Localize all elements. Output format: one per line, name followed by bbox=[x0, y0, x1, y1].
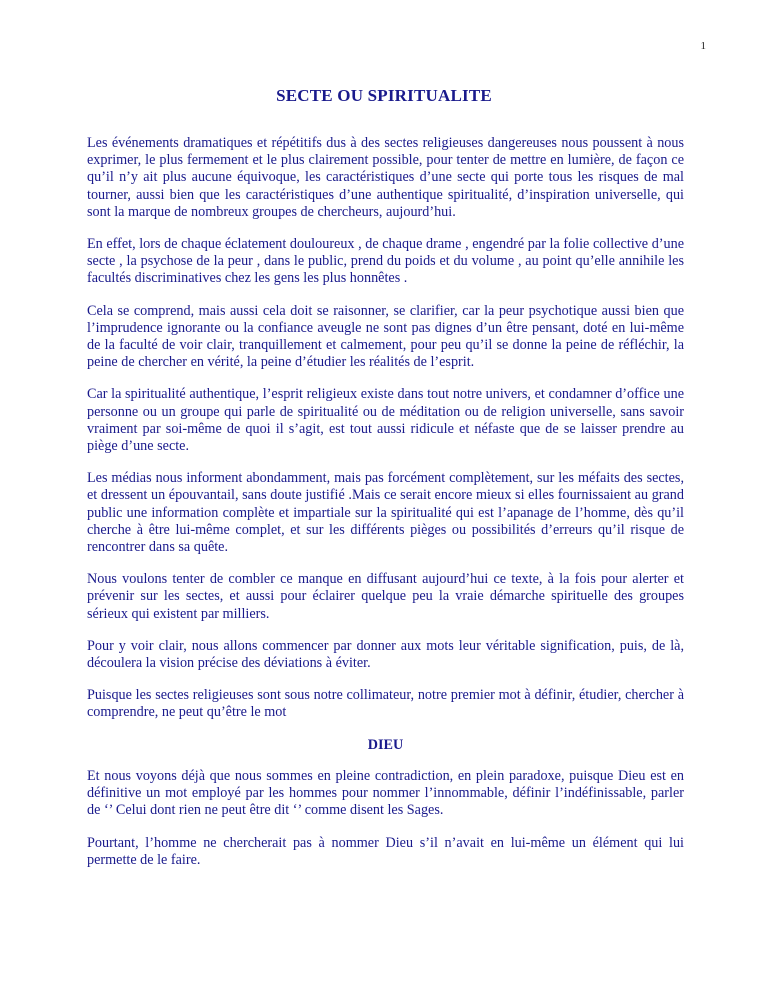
paragraph-9: Et nous voyons déjà que nous sommes en pleine contradiction, en plein paradoxe, puisque Dieu est en définitive un mot employé par les hommes pour nommer l’innommable, définir l’indéfinissable, parler de ‘’ Celui dont rien ne peut être dit ‘’ comme disent les Sages. bbox=[87, 767, 684, 819]
paragraph-5: Les médias nous informent abondamment, mais pas forcément complètement, sur les méfaits des sectes, et dressent un épouvantail, sans doute justifié .Mais ce serait encore mieux si elles fournissaient au grand public une information complète et impartiale sur la spiritualité qui est l’apanage de l’homme, dès qu’il cherche à être lui-même complet, et sur les différents pièges ou possibilités d’erreurs qu’il risque de rencontrer dans sa quête. bbox=[87, 470, 684, 556]
document-body bbox=[87, 135, 684, 884]
paragraph-4: Car la spiritualité authentique, l’esprit religieux existe dans tout notre univers, et condamner d’office une personne ou un groupe qui parle de spiritualité ou de méditation ou de religion universelle, sans savoir vraiment par soi-même de quoi il s’agit, est tout aussi ridicule et néfaste que de se laisser prendre au piège d’une secte. bbox=[87, 386, 684, 455]
document-title: SECTE OU SPIRITUALITE bbox=[276, 86, 492, 105]
section-heading: DIEU bbox=[367, 736, 404, 753]
paragraph-8: Puisque les sectes religieuses sont sous notre collimateur, notre premier mot à définir, étudier, chercher à comprendre, ne peut qu’être le mot bbox=[87, 687, 684, 721]
paragraph-7: Pour y voir clair, nous allons commencer par donner aux mots leur véritable signification, puis, de là, découlera la vision précise des déviations à éviter. bbox=[87, 637, 684, 672]
paragraph-10: Pourtant, l’homme ne chercherait pas à nommer Dieu s’il n’avait en lui-même un élément qui lui permette de le faire. bbox=[87, 834, 684, 868]
page-number: 1 bbox=[700, 40, 706, 52]
paragraph-6: Nous voulons tenter de combler ce manque en diffusant aujourd’hui ce texte, à la fois pour alerter et prévenir sur les sectes, et aussi pour éclairer quelque peu la vraie démarche spirituelle des groupes sérieux qui existent par milliers. bbox=[87, 571, 684, 622]
paragraph-3: Cela se comprend, mais aussi cela doit se raisonner, se clarifier, car la peur psychotique aussi bien que l’imprudence ignorante ou la confiance aveugle ne sont pas dignes d’un être pensant, doté en lui-même de la faculté de voir clair, tranquillement et calmement, pour peu qu’il se donne la peine de réfléchir, la peine de chercher en vérité, la peine d’étudier les réalités de l’esprit. bbox=[87, 302, 684, 371]
paragraph-2: En effet, lors de chaque éclatement douloureux , de chaque drame , engendré par la folie collective d’une secte , la psychose de la peur , dans le public, prend du poids et du volume , au point qu’elle annihile les facultés discriminatives chez les gens les plus honnêtes . bbox=[87, 236, 684, 287]
paragraph-1: Les événements dramatiques et répétitifs dus à des sectes religieuses dangereuses nous poussent à nous exprimer, le plus fermement et le plus clairement possible, pour tenter de mettre en lumière, de façon ce qu’il n’y ait plus aucune équivoque, les caractéristiques d’une secte qui porte tous les risques de mal tourner, aussi bien que les caractéristiques d’une authentique spiritualité, d’inspiration universelle, qui sont la marque de nombreux groupes de chercheurs, aujourd’hui. bbox=[87, 135, 684, 220]
